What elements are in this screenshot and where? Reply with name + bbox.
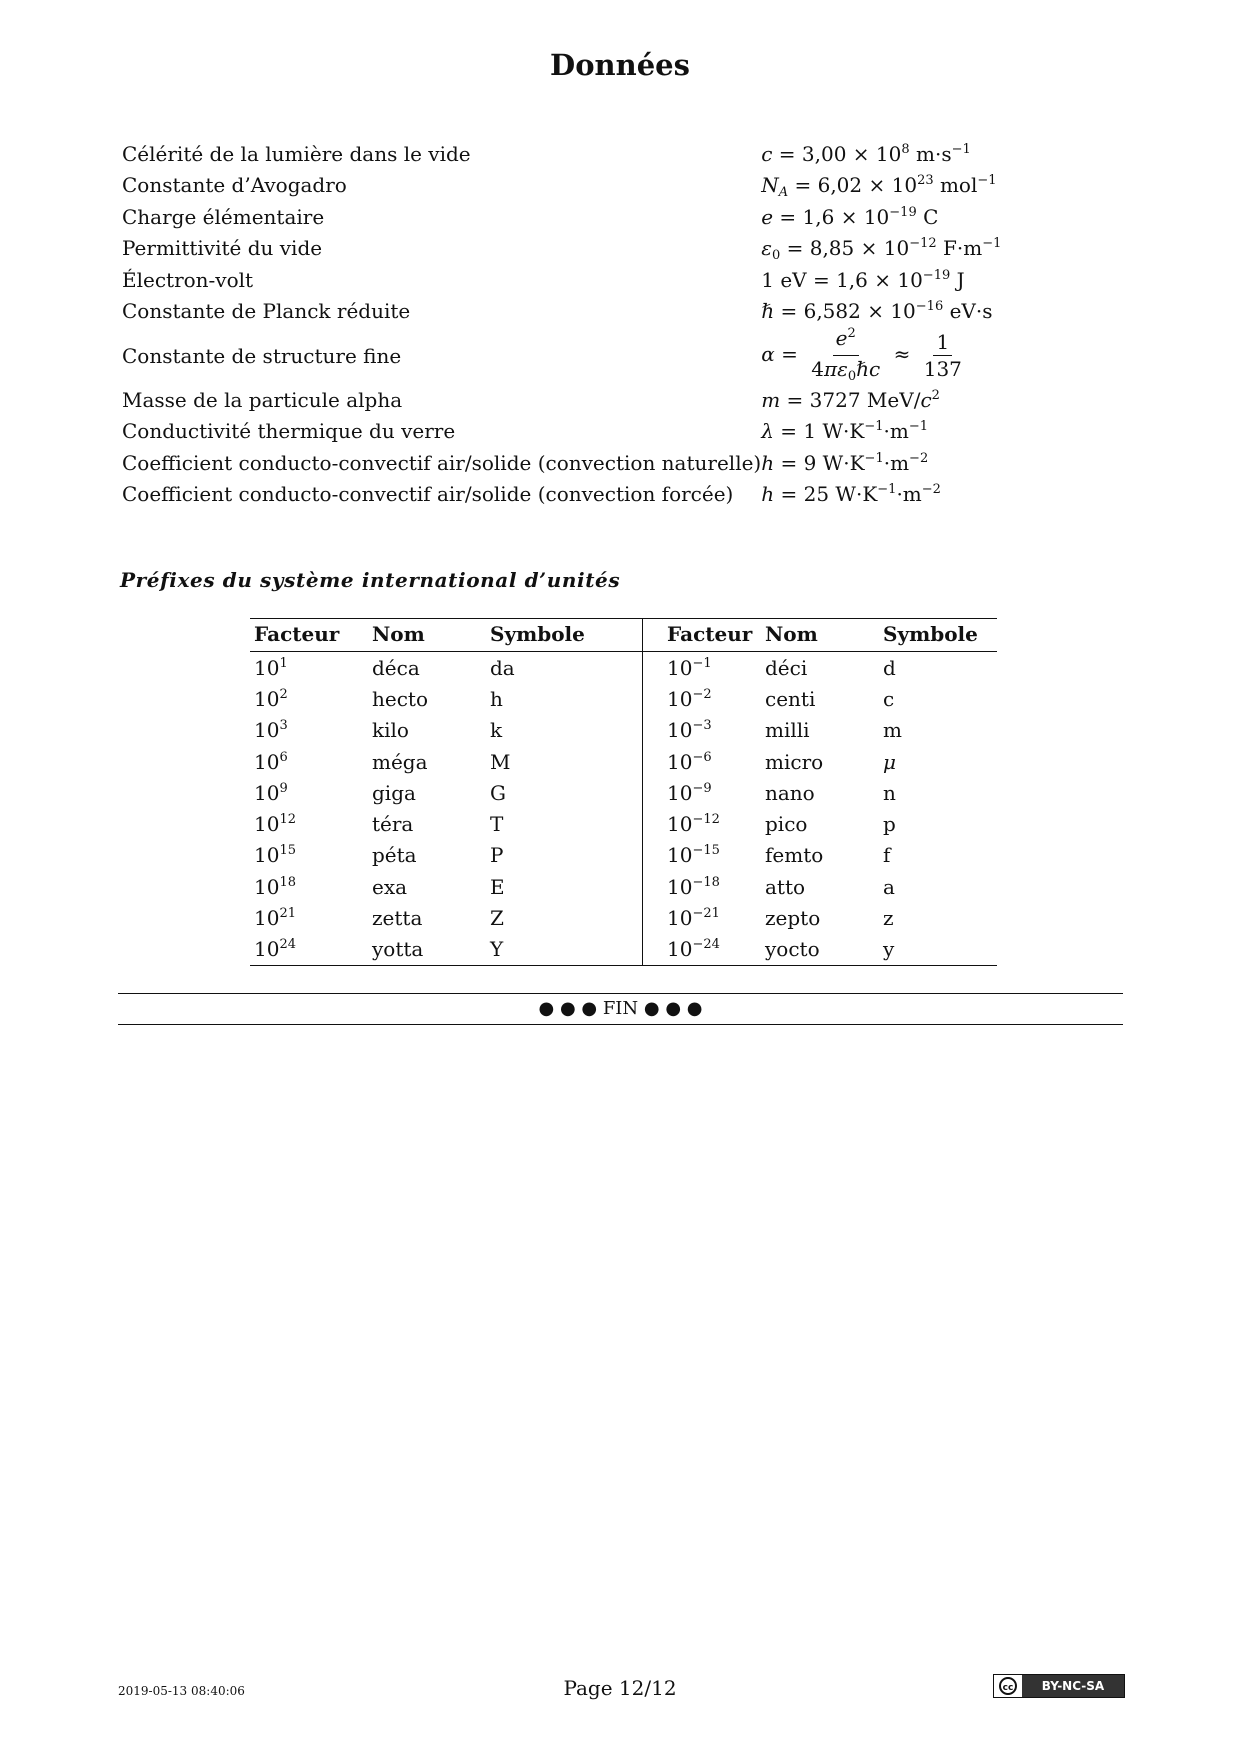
prefix-name: centi <box>765 686 816 711</box>
prefix-name: nano <box>765 780 815 805</box>
constant-value: ℏ = $6,582 \times 10^{-16}$ eV·s <box>761 299 993 324</box>
factor-exponent: −18 <box>692 874 720 890</box>
prefix-symbol: da <box>486 652 643 684</box>
constant-name: Électron-volt <box>122 267 254 292</box>
prefix-name: déca <box>372 655 420 680</box>
prefix-symbol: z <box>883 906 894 931</box>
prefix-symbol: P <box>486 840 643 871</box>
prefix-symbol: c <box>883 686 895 711</box>
footer-timestamp: 2019-05-13 08:40:06 <box>118 1684 245 1698</box>
prefix-factor <box>250 683 368 714</box>
factor-exponent: 24 <box>279 937 296 953</box>
factor-exponent: −1 <box>692 655 712 671</box>
constant-value: h = 9 $W\cdot K^{-1}\cdot m^{-2}$ <box>761 450 929 475</box>
factor-exponent: −9 <box>692 780 712 796</box>
prefix-name: déci <box>765 655 808 680</box>
prefix-factor <box>250 715 368 746</box>
constant-value: $\varepsilon_0 = 8,85 \times 10^{-12}$ $F\cdot m^{-1}$ <box>761 236 1002 264</box>
constant-name: Constante de Planck réduite <box>122 299 411 324</box>
factor-base: 10 <box>254 843 280 868</box>
prefix-name: femto <box>765 843 824 868</box>
prefix-name: zetta <box>372 906 423 931</box>
factor-exponent: 15 <box>279 843 296 859</box>
factor-base: 10 <box>667 686 693 711</box>
factor-base: 10 <box>667 812 693 837</box>
constant-row <box>120 296 1001 328</box>
factor-exponent: 3 <box>279 718 288 734</box>
prefixes-table <box>250 618 997 966</box>
prefix-name: zepto <box>765 906 821 931</box>
table-row <box>250 808 997 839</box>
prefix-factor <box>250 652 368 684</box>
prefix-name: exa <box>372 874 408 899</box>
column-header: Facteur <box>250 619 368 652</box>
prefix-symbol: G <box>486 777 643 808</box>
factor-base: 10 <box>254 686 280 711</box>
constant-value: $N_A = 6,02 \times 10^{23}$ mol$^{-1}$ <box>761 173 997 201</box>
column-header: Facteur <box>643 619 762 652</box>
factor-exponent: −21 <box>692 906 720 922</box>
prefix-symbol: μ <box>883 749 896 774</box>
prefix-name: hecto <box>372 686 428 711</box>
constant-row <box>120 201 1001 233</box>
table-row <box>250 934 997 966</box>
factor-exponent: 18 <box>279 874 296 890</box>
fraction: $\frac{e^2}{4\pi\varepsilon_0\hbar c}$ <box>811 326 881 384</box>
factor-base: 10 <box>254 906 280 931</box>
prefix-symbol: n <box>883 780 896 805</box>
factor-base: 10 <box>667 906 693 931</box>
factor-exponent: 2 <box>279 686 288 702</box>
prefix-name: yotta <box>368 934 486 966</box>
constant-name: Constante de structure fine <box>122 343 402 368</box>
prefix-symbol: T <box>486 808 643 839</box>
factor-exponent: 9 <box>279 780 288 796</box>
factor-exponent: −15 <box>692 843 720 859</box>
constant-name: Constante d’Avogadro <box>122 173 347 198</box>
prefix-factor <box>250 934 368 966</box>
factor-base: 10 <box>254 937 280 962</box>
prefix-factor <box>643 840 762 871</box>
prefix-factor <box>643 652 762 684</box>
constant-name: Coefficient conducto-convectif air/solide (convection naturelle) <box>122 450 762 475</box>
factor-base: 10 <box>254 812 280 837</box>
constant-row <box>120 138 1001 170</box>
factor-exponent: 1 <box>279 655 288 671</box>
constant-name: Conductivité thermique du verre <box>122 419 456 444</box>
prefix-name: giga <box>372 780 416 805</box>
factor-exponent: −6 <box>692 749 712 765</box>
prefix-name: yocto <box>761 934 879 966</box>
table-row <box>250 715 997 746</box>
factor-exponent: −12 <box>692 812 720 828</box>
factor-base: 10 <box>667 937 693 962</box>
factor-base: 10 <box>254 780 280 805</box>
constant-name: Célérité de la lumière dans le vide <box>122 141 471 166</box>
constant-value: h = 25 $W\cdot K^{-1}\cdot m^{-2}$ <box>761 482 941 507</box>
factor-exponent: −24 <box>692 937 720 953</box>
table-row <box>250 746 997 777</box>
prefixes-heading: Préfixes du système international d’unités <box>120 568 621 592</box>
prefix-symbol: p <box>883 812 896 837</box>
constant-row <box>120 479 1001 511</box>
prefix-factor <box>643 902 762 933</box>
constant-value: λ = 1 $W\cdot K^{-1}\cdot m^{-1}$ <box>761 419 929 444</box>
prefix-factor <box>250 777 368 808</box>
prefix-factor <box>643 777 762 808</box>
prefix-factor <box>250 871 368 902</box>
prefix-factor <box>643 683 762 714</box>
prefix-symbol: k <box>486 715 643 746</box>
prefix-symbol: M <box>486 746 643 777</box>
prefix-factor <box>643 715 762 746</box>
factor-exponent: −3 <box>692 718 712 734</box>
constant-value: 1 eV = $1,6 \times 10^{-19}$ J <box>761 267 965 292</box>
fraction: $\frac{1}{137}$ <box>923 330 962 381</box>
page-title: Données <box>550 48 690 82</box>
prefix-symbol: h <box>486 683 643 714</box>
constants-table <box>120 138 1001 510</box>
factor-base: 10 <box>667 843 693 868</box>
factor-base: 10 <box>667 749 693 774</box>
prefix-name: micro <box>765 749 824 774</box>
constant-row <box>120 416 1001 448</box>
prefix-symbol: d <box>883 655 896 680</box>
prefix-name: téra <box>372 812 414 837</box>
factor-base: 10 <box>667 718 693 743</box>
factor-base: 10 <box>667 874 693 899</box>
table-row <box>250 777 997 808</box>
factor-exponent: 6 <box>279 749 288 765</box>
factor-base: 10 <box>254 749 280 774</box>
factor-exponent: 12 <box>279 812 296 828</box>
table-row <box>250 683 997 714</box>
table-row <box>250 902 997 933</box>
prefix-symbol: Z <box>486 902 643 933</box>
prefix-symbol: m <box>883 718 902 743</box>
prefix-factor <box>643 808 762 839</box>
column-header: Nom <box>368 619 486 652</box>
prefix-factor <box>250 902 368 933</box>
license-badge <box>993 1674 1125 1698</box>
constant-row <box>120 384 1001 416</box>
license-label: BY-NC-SA <box>1022 1675 1124 1697</box>
factor-base: 10 <box>254 874 280 899</box>
column-header: Symbole <box>486 619 643 652</box>
prefix-name: atto <box>765 874 806 899</box>
page-number: Page 12/12 <box>563 1676 677 1700</box>
prefix-name: kilo <box>372 718 409 743</box>
factor-exponent: 21 <box>279 906 296 922</box>
table-header-row <box>250 619 997 652</box>
factor-base: 10 <box>667 780 693 805</box>
factor-base: 10 <box>667 655 693 680</box>
end-marker: ● ● ● FIN ● ● ● <box>118 993 1123 1025</box>
constant-value: $e = 1,6 \times 10^{-19}$ C <box>761 204 939 229</box>
prefix-symbol: a <box>883 874 895 899</box>
factor-base: 10 <box>254 655 280 680</box>
prefix-factor <box>643 934 762 966</box>
constant-name: Charge élémentaire <box>122 204 325 229</box>
constant-row <box>120 264 1001 296</box>
table-row <box>250 652 997 684</box>
prefix-symbol: y <box>879 934 997 966</box>
factor-exponent: −2 <box>692 686 712 702</box>
column-header: Symbole <box>879 619 997 652</box>
prefix-symbol: Y <box>486 934 643 966</box>
column-header: Nom <box>761 619 879 652</box>
constant-value: α = $\frac{e^2}{4\pi\varepsilon_0\hbar c}$ ≈ $\frac{1}{137}$ <box>761 327 1001 384</box>
prefix-name: méga <box>372 749 428 774</box>
table-row <box>250 840 997 871</box>
constant-row <box>120 233 1001 265</box>
prefix-factor <box>250 808 368 839</box>
prefix-factor <box>643 871 762 902</box>
constant-row <box>120 327 1001 384</box>
factor-base: 10 <box>254 718 280 743</box>
cc-icon: cc <box>994 1675 1022 1697</box>
constant-row <box>120 170 1001 202</box>
constant-value: $c = 3,00 \times 10^8$ $m\cdot s^{-1}$ <box>761 141 971 166</box>
prefix-factor <box>643 746 762 777</box>
constant-name: Coefficient conducto-convectif air/solide (convection forcée) <box>122 482 734 507</box>
prefix-factor <box>250 840 368 871</box>
prefix-symbol: f <box>883 843 891 868</box>
prefix-symbol: E <box>486 871 643 902</box>
prefix-name: milli <box>765 718 810 743</box>
constant-name: Permittivité du vide <box>122 236 323 261</box>
constant-value: m = 3727 MeV/$c^2$ <box>761 387 940 412</box>
prefix-factor <box>250 746 368 777</box>
prefix-name: pico <box>765 812 808 837</box>
constant-name: Masse de la particule alpha <box>122 387 403 412</box>
table-row <box>250 871 997 902</box>
prefix-name: péta <box>372 843 417 868</box>
constant-row <box>120 447 1001 479</box>
